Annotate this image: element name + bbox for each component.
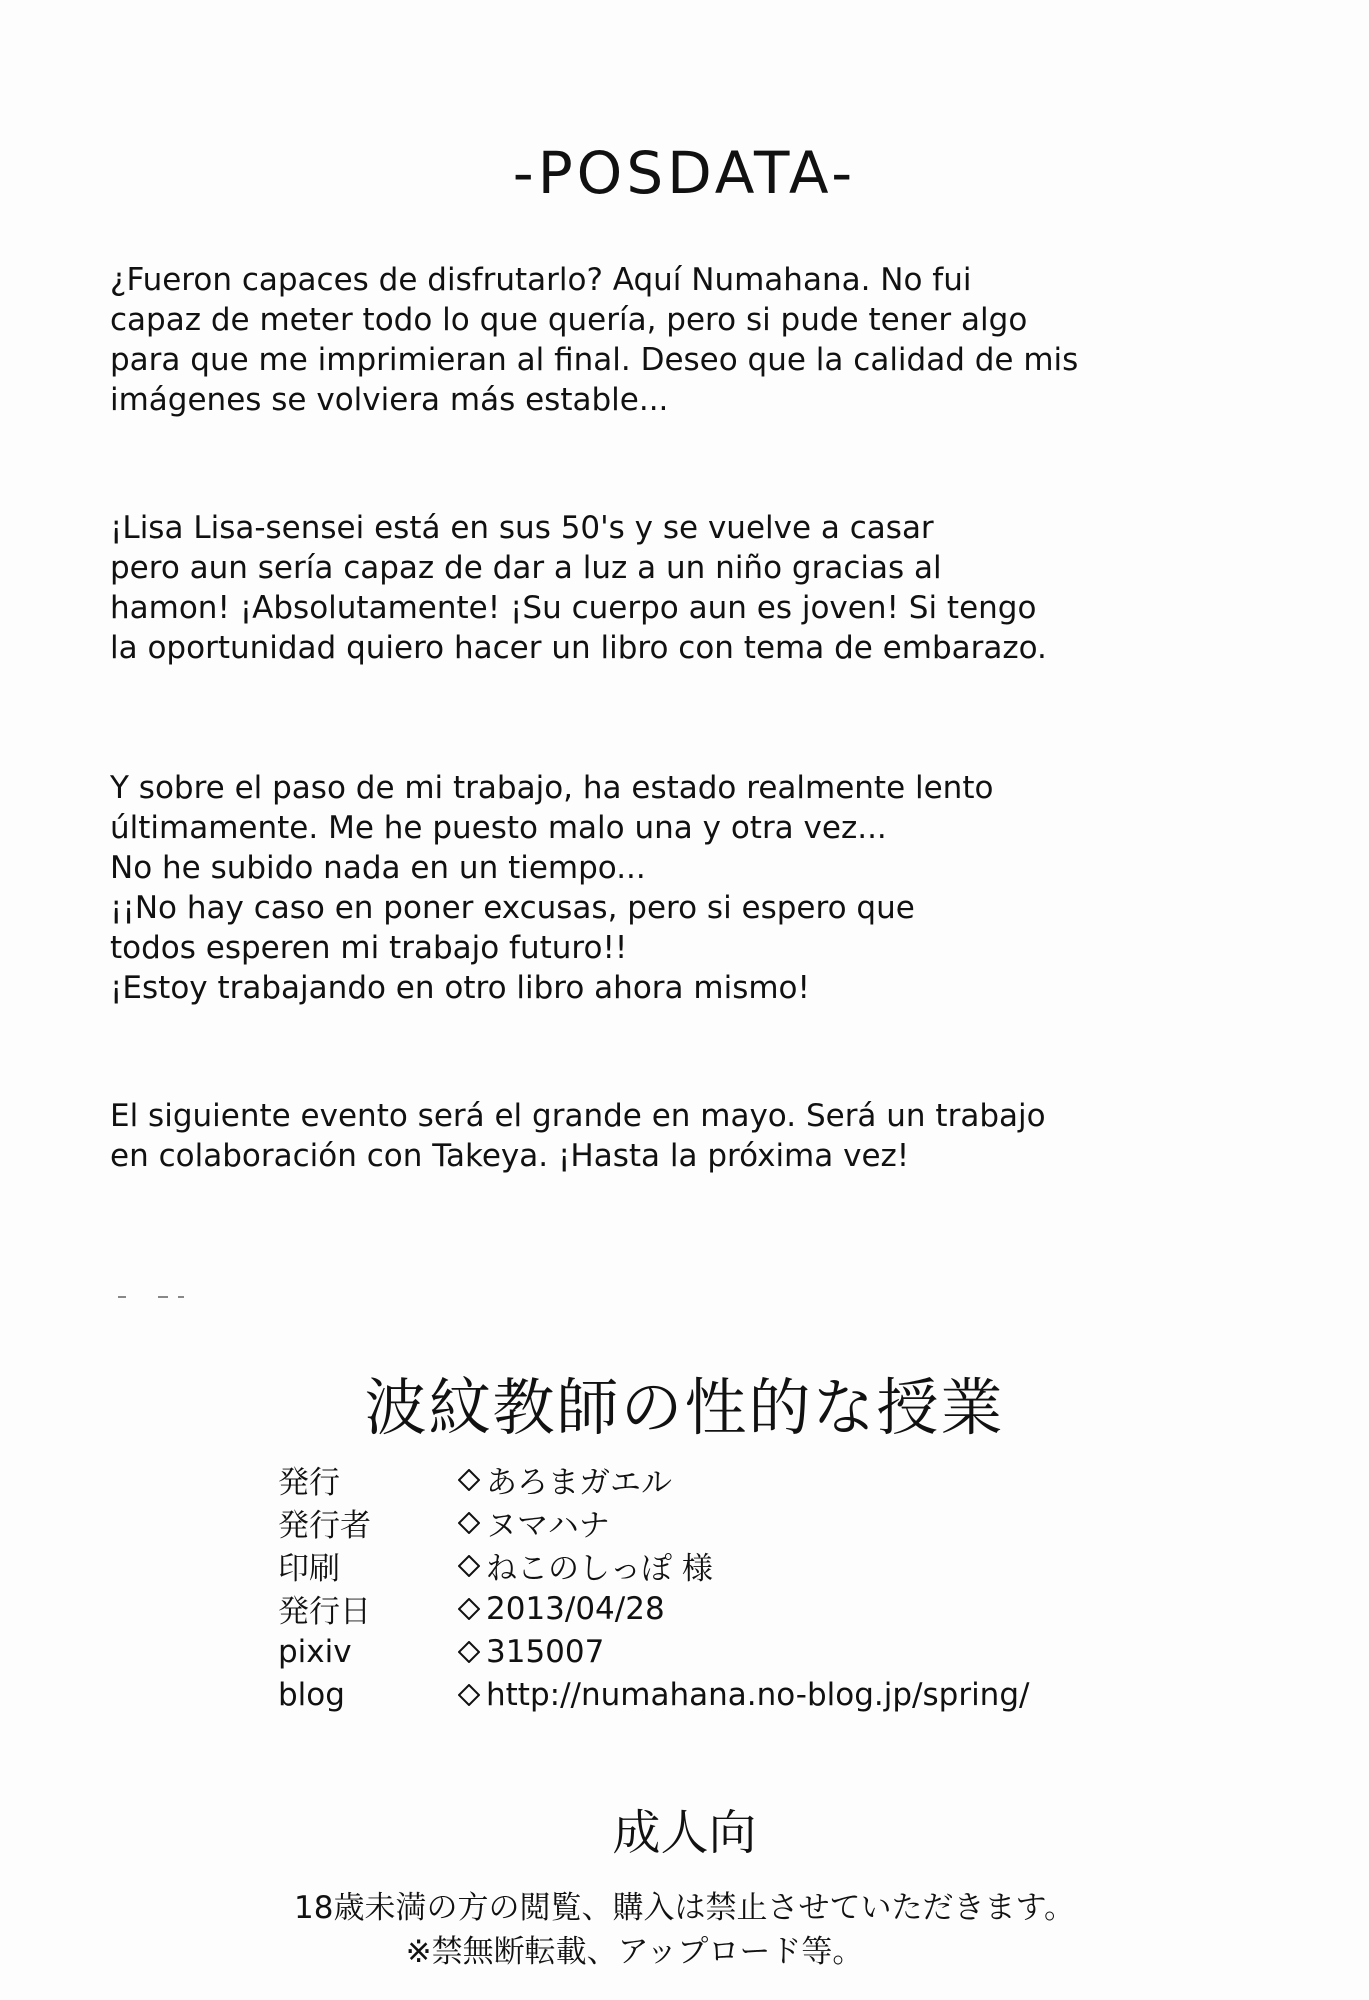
colophon-label: blog [278, 1676, 345, 1713]
diamond-icon [458, 1641, 480, 1663]
book-title: 波紋教師の性的な授業 [364, 1371, 1005, 1444]
colophon-row-date [278, 1587, 1178, 1630]
paragraph-line: hamon! ¡Absolutamente! ¡Su cuerpo aun es joven! Si tengo [110, 590, 1037, 626]
paragraph-line: capaz de meter todo lo que quería, pero si pude tener algo [110, 302, 1028, 338]
age-notice: 18歳未満の方の閲覧、購入は禁止させていただきます。 [294, 1890, 1075, 1926]
diamond-icon [458, 1469, 480, 1491]
diamond-icon [458, 1684, 480, 1706]
paragraph-line: ¡Lisa Lisa-sensei está en sus 50's y se vuelve a casar [110, 510, 934, 546]
colophon-row-author [278, 1501, 1178, 1544]
colophon-value-wrap [458, 1634, 604, 1670]
colophon-value: 315007 [486, 1633, 605, 1670]
paragraph-line: ¡Estoy trabajando en otro libro ahora mismo! [110, 970, 810, 1006]
paragraph-line: todos esperen mi trabajo futuro!! [110, 930, 628, 966]
colophon [278, 1458, 1178, 1716]
colophon-value-wrap [458, 1500, 610, 1545]
paragraph-line: la oportunidad quiero hacer un libro con tema de embarazo. [110, 630, 1047, 666]
paragraph-1 [110, 260, 1170, 420]
adult-rating: 成人向 [612, 1805, 757, 1861]
colophon-value-wrap [458, 1677, 1029, 1713]
colophon-value: http://numahana.no-blog.jp/spring/ [486, 1676, 1030, 1713]
colophon-row-blog [278, 1673, 1178, 1716]
colophon-row-pixiv [278, 1630, 1178, 1673]
paragraph-line: para que me imprimieran al final. Deseo que la calidad de mis [110, 342, 1079, 378]
paragraph-line: El siguiente evento será el grande en mayo. Será un trabajo [110, 1098, 1046, 1134]
scan-specks [118, 1296, 198, 1300]
paragraph-line: pero aun sería capaz de dar a luz a un niño gracias al [110, 550, 942, 586]
paragraph-line: últimamente. Me he puesto malo una y otra vez... [110, 810, 887, 846]
colophon-label: 発行者 [278, 1508, 371, 1544]
colophon-label: 発行 [278, 1465, 340, 1501]
colophon-row-printer [278, 1544, 1178, 1587]
colophon-value-wrap [458, 1591, 665, 1627]
paragraph-line: Y sobre el paso de mi trabajo, ha estado realmente lento [110, 770, 994, 806]
speck [158, 1296, 168, 1298]
paragraph-4 [110, 1096, 1170, 1176]
paragraph-line: imágenes se volviera más estable... [110, 382, 669, 418]
paragraph-line: No he subido nada en un tiempo... [110, 850, 646, 886]
colophon-label: pixiv [278, 1633, 352, 1670]
diamond-icon [458, 1512, 480, 1534]
paragraph-line: ¿Fueron capaces de disfrutarlo? Aquí Numahana. No fui [110, 262, 972, 298]
colophon-value: ねこのしっぽ 様 [486, 1551, 713, 1587]
reprint-notice: ※禁無断転載、アップロード等。 [405, 1934, 864, 1970]
colophon-row-publisher [278, 1458, 1178, 1501]
paragraph-line: ¡¡No hay caso en poner excusas, pero si espero que [110, 890, 915, 926]
paragraph-3 [110, 768, 1170, 1008]
colophon-value-wrap [458, 1543, 713, 1588]
paragraph-2 [110, 508, 1170, 668]
colophon-value-wrap [458, 1457, 672, 1502]
speck [178, 1296, 184, 1298]
colophon-label: 発行日 [278, 1594, 371, 1630]
diamond-icon [458, 1598, 480, 1620]
colophon-value: あろまガエル [486, 1465, 672, 1501]
diamond-icon [458, 1555, 480, 1577]
colophon-value: 2013/04/28 [486, 1590, 665, 1627]
paragraph-line: en colaboración con Takeya. ¡Hasta la próxima vez! [110, 1138, 910, 1174]
colophon-label: 印刷 [278, 1551, 340, 1587]
page-title: -POSDATA- [512, 138, 857, 207]
colophon-value: ヌマハナ [486, 1508, 610, 1544]
speck [118, 1296, 126, 1298]
